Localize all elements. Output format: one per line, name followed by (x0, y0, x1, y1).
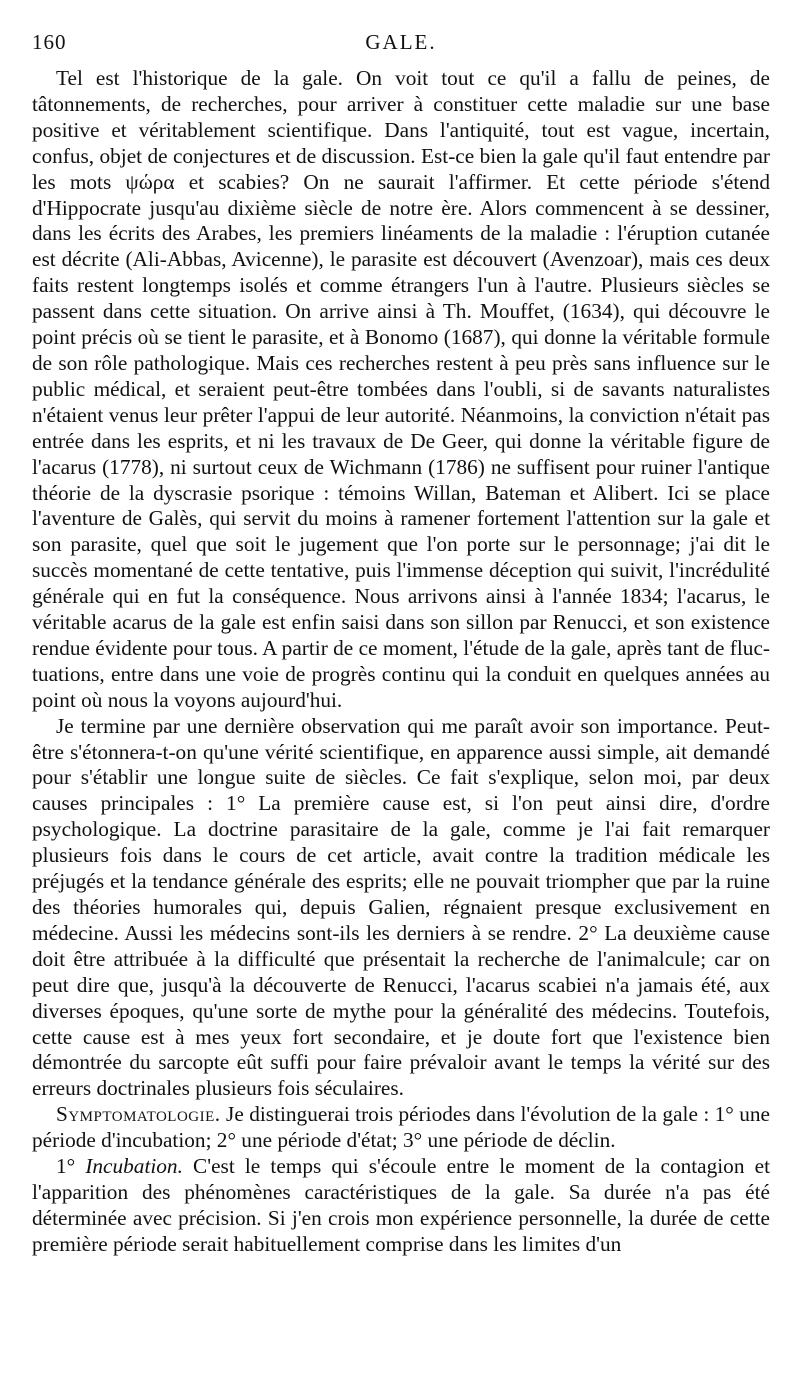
subheading-incubation: Incubation. (85, 1154, 183, 1179)
paragraph-historique: Tel est l'historique de la gale. On voit tout ce qu'il a fallu de peines, de tâtonnements, de recherches, pour arriver à constituer cette maladie sur une base positive et véritablement scientifique. Dans l'antiquité, tout est vague, incertain, confus, objet de conjectures et de discussion. Est-ce bien la gale qu'il faut entendre par les mots ψώρα et scabies? On ne saurait l'affirmer. Et cette période s'étend d'Hippocrate jusqu'au dixième siècle de notre ère. Alors commencent à se dessiner, dans les écrits des Arabes, les premiers linéaments de la maladie : l'éruption cutanée est décrite (Ali-Abbas, Avicenne), le parasite est découvert (Avenzoar), mais ces deux faits restent longtemps isolés et comme étrangers l'un à l'autre. Plusieurs siècles se passent dans cette situation. On arrive ainsi à Th. Mouffet, (1634), qui découvre le point précis où se tient le parasite, et à Bonomo (1687), qui donne la véritable formule de son rôle pathologique. Mais ces recherches restent à peu près sans influence sur le public médical, et seraient peut-être tombées dans l'oubli, si de savants naturalistes n'étaient venus leur prêter l'appui de leur autorité. Néanmoins, la conviction n'était pas entrée dans les esprits, et ni les travaux de De Geer, qui donne la véritable figure de l'acarus (1778), ni surtout ceux de Wichmann (1786) ne suffisent pour ruiner l'antique théorie de la dyscrasie psorique : témoins Willan, Bateman et Alibert. Ici se place l'aventure de Galès, qui servit du moins à ramener fortement l'attention sur la gale et son parasite, quel que soit le jugement que l'on porte sur le personnage; j'ai dit le succès momentané de cette tentative, puis l'immense déception qui suivit, l'incrédulité générale qui en fut la conséquence. Nous arrivons ainsi à l'année 1834; l'acarus, le véritable acarus de la gale est enfin saisi dans son sillon par Renucci, et son existence rendue évidente pour tous. A partir de ce moment, l'étude de la gale, après tant de fluctuations, entre dans une voie de progrès continu qui la conduit en quelques années au point où nous la voyons aujourd'hui. (32, 66, 770, 712)
paragraph-observation: Je termine par une dernière observation qui me paraît avoir son importance. Peut-être s'étonnera-t-on qu'une vérité scientifique, en apparence aussi simple, ait demandé pour s'établir une longue suite de siècles. Ce fait s'explique, selon moi, par deux causes principales : 1° La première cause est, si l'on peut ainsi dire, d'ordre psychologique. La doctrine parasitaire de la gale, comme je l'ai fait remarquer plusieurs fois dans le cours de cet article, avait contre la tradition médicale les préjugés et la tendance générale des esprits; elle ne pouvait triompher que par la ruine des théories humorales qui, depuis Galien, régnaient presque exclusivement en médecine. Aussi les médecins sont-ils les derniers à se rendre. 2° La deuxième cause doit être attribuée à la difficulté que présentait la recherche de l'animalcule; car on peut dire que, jusqu'à la découverte de Renucci, l'acarus scabiei n'a jamais été, aux diverses époques, qu'une sorte de mythe pour la généralité des médecins. Toutefois, cette cause est à mes yeux fort secondaire, et je doute fort que l'existence bien démontrée du sarcopte eût suffi pour faire prévaloir avant le temps la vérité sur des erreurs doctrinales plusieurs fois séculaires. (32, 713, 770, 1101)
body-text (32, 66, 770, 1258)
incubation-number: 1° (56, 1154, 86, 1179)
paragraph-symptomatologie (32, 1102, 770, 1154)
paragraph-incubation-text: C'est le temps qui s'écoule entre le moment de la contagion et l'apparition des phénomènes caractéristiques de la gale. Sa durée n'a pas été déterminée avec précision. Si j'en crois mon expérience personnelle, la durée de cette première période serait habituellement comprise dans les limites d'un (32, 1154, 770, 1256)
page-header (32, 24, 770, 54)
paragraph-incubation (32, 1154, 770, 1258)
section-heading-symptomatologie: Symptomatologie. (56, 1102, 221, 1127)
paragraph-symptomatologie-text: Je distinguerai trois périodes dans l'évolution de la gale : 1° une période d'incubation; 2° une période d'état; 3° une période de déclin. (32, 1102, 770, 1153)
running-title: GALE. (365, 30, 437, 54)
page-number: 160 (32, 30, 67, 54)
